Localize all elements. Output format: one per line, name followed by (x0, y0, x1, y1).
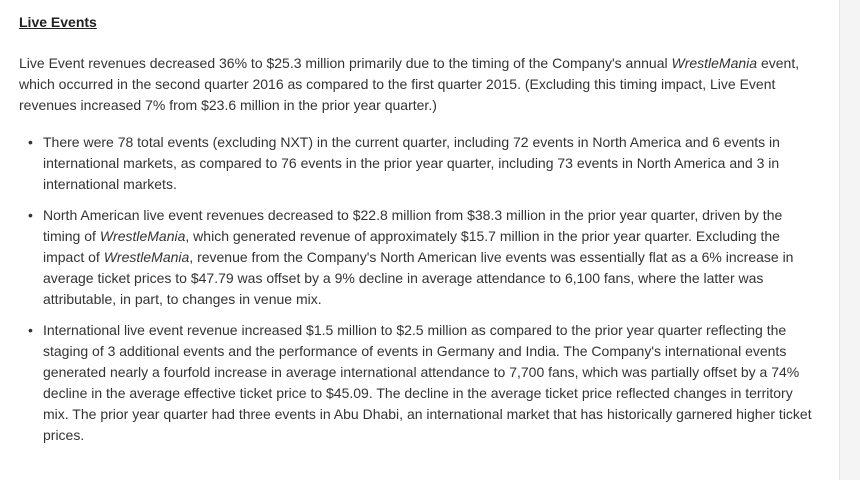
list-item-text: North American live event revenues decreased to $22.8 million from $38.3 million in the prior year quarter, driven by the timing of (43, 207, 783, 244)
document-content (19, 12, 819, 456)
intro-text: event, which occurred in the second quarter 2016 as compared to the first quarter 2015. (Excluding this timing impact, Live Event revenues increased 7% from $23.6 million in the prior year quarter.) (19, 55, 800, 113)
list-item (28, 132, 818, 195)
list-item-emphasis: WrestleMania (99, 228, 186, 244)
list-item (28, 320, 818, 446)
list-item-text: International live event revenue increased $1.5 million to $2.5 million as compared to the prior year quarter reflecting the staging of 3 additional events and the performance of events in Germany and India. The Company's international events generated nearly a fourfold increase in average international attendance to 7,700 fans, which was partially offset by a 74% decline in the average effective ticket price to $45.09. The decline in the average ticket price reflected changes in territory mix. The prior year quarter had three events in Abu Dhabi, an international market that has historically garnered higher ticket prices. (43, 322, 812, 443)
section-heading: Live Events (19, 14, 97, 30)
bullet-dot: • (28, 207, 33, 223)
bullet-dot: • (28, 322, 33, 338)
list-item-text: , revenue from the Company's North American live events was essentially flat as a 6% increase in average ticket prices to $47.79 was offset by a 9% decline in average attendance to 6,100 fans, where the latter was attributable, in part, to changes in venue mix. (43, 249, 794, 307)
scrollbar[interactable] (839, 0, 860, 480)
list-item (28, 205, 818, 310)
list-item-text: There were 78 total events (excluding NXT) in the current quarter, including 72 events in North America and 6 events in international markets, as compared to 76 events in the prior year quarter, including 73 events in North America and 3 in international markets. (43, 134, 780, 192)
intro-emphasis: WrestleMania (671, 55, 758, 71)
bullet-dot: • (28, 134, 33, 150)
list-item-text: , which generated revenue of approximately $15.7 million in the prior year quarter. Excluding the impact of (43, 228, 780, 265)
intro-paragraph (19, 53, 819, 116)
list-item-emphasis: WrestleMania (103, 249, 190, 265)
intro-text: Live Event revenues decreased 36% to $25.3 million primarily due to the timing of the Company's annual (19, 55, 672, 71)
bullet-list (19, 132, 819, 446)
